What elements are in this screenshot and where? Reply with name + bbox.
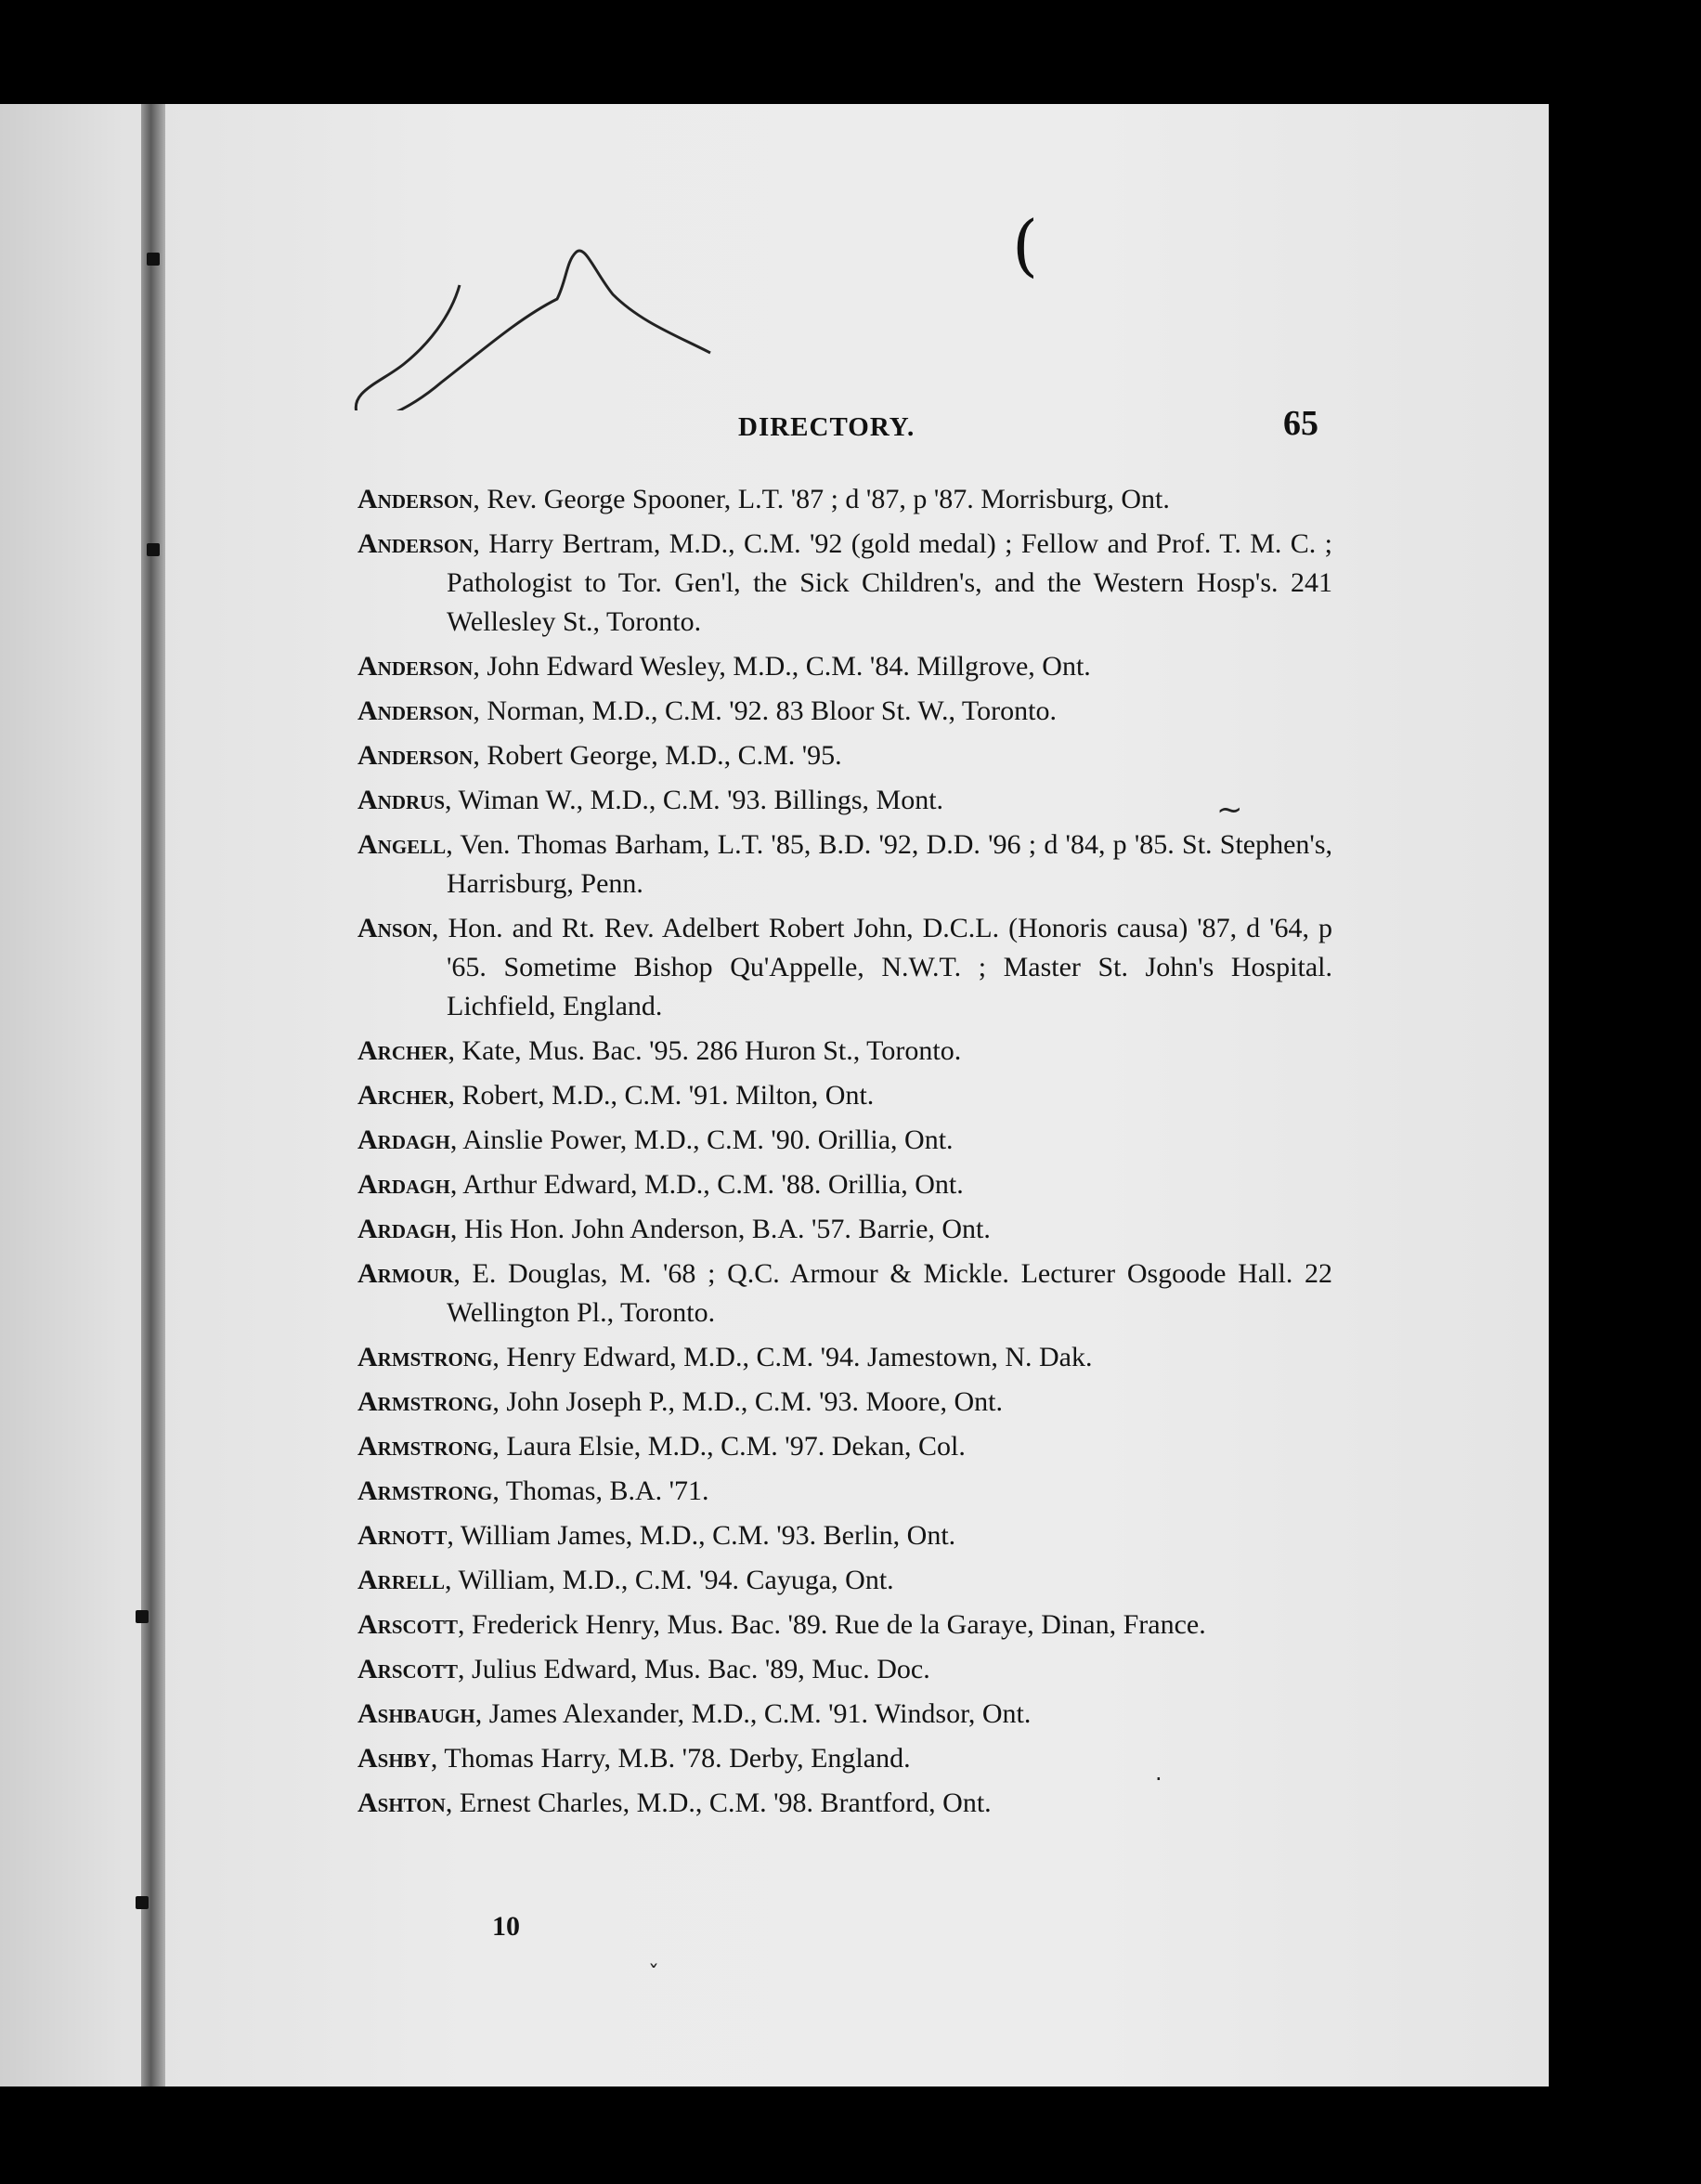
entry-details: , Norman, M.D., C.M. '92. 83 Bloor St. W., Toronto. <box>473 696 1057 726</box>
directory-entry <box>357 1254 1332 1332</box>
entry-details: , Frederick Henry, Mus. Bac. '89. Rue de la Garaye, Dinan, France. <box>458 1609 1206 1640</box>
directory-entry <box>357 1695 1332 1734</box>
directory-entry <box>357 1516 1332 1555</box>
entry-details: , Wiman W., M.D., C.M. '93. Billings, Mont. <box>445 785 944 815</box>
directory-entry <box>357 736 1332 775</box>
directory-entry <box>357 692 1332 731</box>
binding-mark <box>136 1896 149 1909</box>
ink-check-mark: ˇ <box>648 1961 659 1987</box>
directory-entry <box>357 1472 1332 1511</box>
entry-surname: Angell <box>357 829 447 860</box>
directory-entry <box>357 1784 1332 1823</box>
directory-entry <box>357 1606 1332 1644</box>
ink-dot-mark: · <box>1155 1766 1162 1792</box>
directory-entry <box>357 1210 1332 1249</box>
handwritten-scribble <box>353 243 724 410</box>
directory-entry <box>357 480 1332 519</box>
binding-mark <box>147 543 160 556</box>
entry-surname: Armstrong <box>357 1476 493 1506</box>
entry-details: , John Joseph P., M.D., C.M. '93. Moore, Ont. <box>492 1386 1003 1417</box>
entry-surname: Ardagh <box>357 1214 450 1244</box>
book-spine <box>141 104 165 2086</box>
entry-surname: Arnott <box>357 1520 448 1551</box>
directory-entry <box>357 1032 1332 1071</box>
directory-entry <box>357 525 1332 642</box>
entry-details: , Thomas Harry, M.B. '78. Derby, England. <box>430 1743 911 1774</box>
entry-surname: Anderson <box>357 484 474 514</box>
book-page <box>0 104 1549 2086</box>
page-number: 65 <box>1283 404 1318 443</box>
entry-surname: Ashbaugh <box>357 1698 475 1729</box>
entry-surname: Armstrong <box>357 1342 493 1372</box>
entry-surname: Arscott <box>357 1654 459 1684</box>
directory-entry <box>357 1338 1332 1377</box>
directory-entry <box>357 1650 1332 1689</box>
entry-details: , Julius Edward, Mus. Bac. '89, Muc. Doc. <box>458 1654 930 1684</box>
pencil-mark: ( <box>1012 206 1039 284</box>
entry-details: , Henry Edward, M.D., C.M. '94. Jamestown, N. Dak. <box>492 1342 1093 1372</box>
entry-details: , Rev. George Spooner, L.T. '87 ; d '87, p '87. Morrisburg, Ont. <box>473 484 1170 514</box>
directory-entry <box>357 909 1332 1026</box>
entry-surname: Anderson <box>357 651 474 682</box>
entry-surname: Anson <box>357 913 433 943</box>
entry-surname: Arscott <box>357 1609 459 1640</box>
entry-details: , Robert George, M.D., C.M. '95. <box>473 740 842 771</box>
entry-surname: Armour <box>357 1258 454 1289</box>
entry-details: , Thomas, B.A. '71. <box>492 1476 709 1506</box>
directory-entry <box>357 1076 1332 1115</box>
entry-details: , Ainslie Power, M.D., C.M. '90. Orillia, Ont. <box>449 1124 954 1155</box>
directory-entries <box>357 480 1332 1828</box>
entry-details: , E. Douglas, M. '68 ; Q.C. Armour & Mickle. Lecturer Osgoode Hall. 22 Wellington Pl., Toronto. <box>447 1258 1332 1328</box>
entry-surname: Arrell <box>357 1565 446 1595</box>
entry-details: , Laura Elsie, M.D., C.M. '97. Dekan, Col. <box>492 1431 966 1462</box>
entry-details: , James Alexander, M.D., C.M. '91. Windsor, Ont. <box>474 1698 1032 1729</box>
ink-tick-mark: ~ <box>1216 791 1243 828</box>
entry-surname: Armstrong <box>357 1386 493 1417</box>
entry-details: , William James, M.D., C.M. '93. Berlin, Ont. <box>447 1520 956 1551</box>
entry-details: , John Edward Wesley, M.D., C.M. '84. Millgrove, Ont. <box>473 651 1091 682</box>
signature-mark: 10 <box>492 1911 520 1942</box>
entry-details: , Arthur Edward, M.D., C.M. '88. Orillia, Ont. <box>449 1169 964 1200</box>
directory-entry <box>357 781 1332 820</box>
directory-entry <box>357 1383 1332 1422</box>
entry-details: , Harry Bertram, M.D., C.M. '92 (gold medal) ; Fellow and Prof. T. M. C. ; Pathologist to Tor. Gen'l, the Sick Children's, and the Western Hosp's. 241 Wellesley St., Toronto. <box>447 528 1332 637</box>
page-title: DIRECTORY. <box>738 412 915 442</box>
entry-surname: Armstrong <box>357 1431 493 1462</box>
entry-details: , Kate, Mus. Bac. '95. 286 Huron St., Toronto. <box>448 1035 962 1066</box>
entry-surname: Andrus <box>357 785 446 815</box>
entry-surname: Ashton <box>357 1788 446 1818</box>
directory-entry <box>357 1121 1332 1160</box>
entry-details: , Robert, M.D., C.M. '91. Milton, Ont. <box>448 1080 875 1111</box>
directory-entry <box>357 826 1332 904</box>
entry-surname: Ardagh <box>357 1124 450 1155</box>
directory-entry <box>357 1739 1332 1778</box>
entry-details: , Ven. Thomas Barham, L.T. '85, B.D. '92, D.D. '96 ; d '84, p '85. St. Stephen's, Harrisburg, Penn. <box>446 829 1332 899</box>
entry-surname: Anderson <box>357 696 474 726</box>
entry-surname: Ardagh <box>357 1169 450 1200</box>
entry-surname: Archer <box>357 1035 448 1066</box>
directory-entry <box>357 647 1332 686</box>
entry-surname: Anderson <box>357 740 474 771</box>
entry-surname: Ashby <box>357 1743 431 1774</box>
entry-details: , His Hon. John Anderson, B.A. '57. Barrie, Ont. <box>449 1214 991 1244</box>
binding-mark <box>136 1610 149 1623</box>
entry-surname: Anderson <box>357 528 474 559</box>
entry-details: , Hon. and Rt. Rev. Adelbert Robert John, D.C.L. (Honoris causa) '87, d '64, p '65. Sometime Bishop Qu'Appelle, N.W.T. ; Master St. John's Hospital. Lichfield, England. <box>432 913 1332 1021</box>
entry-surname: Archer <box>357 1080 448 1111</box>
entry-details: , Ernest Charles, M.D., C.M. '98. Brantford, Ont. <box>445 1788 992 1818</box>
directory-entry <box>357 1561 1332 1600</box>
entry-details: , William, M.D., C.M. '94. Cayuga, Ont. <box>445 1565 894 1595</box>
directory-entry <box>357 1427 1332 1466</box>
binding-mark <box>147 253 160 266</box>
directory-entry <box>357 1165 1332 1204</box>
